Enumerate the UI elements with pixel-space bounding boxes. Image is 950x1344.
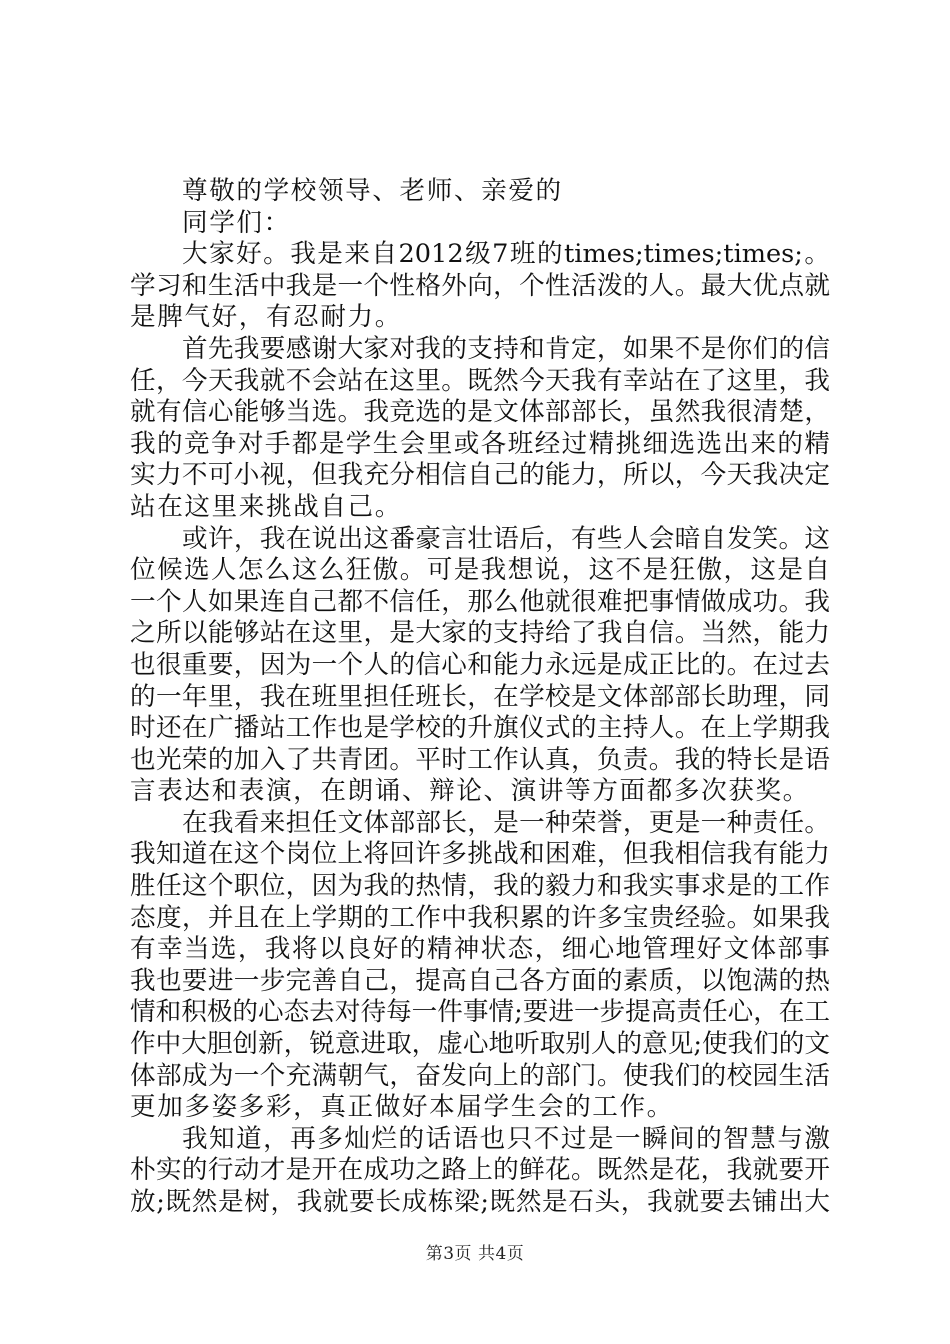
text-line: 在我看来担任文体部部长，是一种荣誉，更是一种责任。: [182, 807, 830, 838]
text-line: 言表达和表演，在朗诵、辩论、演讲等方面都多次获奖。: [130, 776, 810, 807]
text-line: 有幸当选，我将以良好的精神状态，细心地管理好文体部事: [130, 934, 830, 965]
text-line: 体部成为一个充满朝气，奋发向上的部门。使我们的校园生活: [130, 1060, 830, 1091]
text-line: 首先我要感谢大家对我的支持和肯定，如果不是你们的信: [182, 333, 830, 364]
text-line: 也很重要，因为一个人的信心和能力永远是成正比的。在过去: [130, 649, 830, 680]
text-line: 是脾气好，有忍耐力。: [130, 302, 402, 333]
text-line: 之所以能够站在这里，是大家的支持给了我自信。当然，能力: [130, 618, 830, 649]
text-line: 的一年里，我在班里担任班长，在学校是文体部部长助理，同: [130, 681, 830, 712]
text-line: 朴实的行动才是开在成功之路上的鲜花。既然是花，我就要开: [130, 1155, 830, 1186]
text-line: 一个人如果连自己都不信任，那么他就很难把事情做成功。我: [130, 586, 830, 617]
text-line: 态度，并且在上学期的工作中我积累的许多宝贵经验。如果我: [130, 902, 830, 933]
text-line: 学习和生活中我是一个性格外向，个性活泼的人。最大优点就: [130, 270, 830, 301]
text-line: 作中大胆创新，锐意进取，虚心地听取别人的意见;使我们的文: [130, 1029, 830, 1060]
text-line: 站在这里来挑战自己。: [130, 491, 402, 522]
text-line: 位候选人怎么这么狂傲。可是我想说，这不是狂傲，这是自: [130, 555, 830, 586]
text-line: 我的竞争对手都是学生会里或各班经过精挑细选选出来的精: [130, 428, 830, 459]
text-line: 就有信心能够当选。我竞选的是文体部部长，虽然我很清楚，: [130, 397, 830, 428]
text-line: 我知道，再多灿烂的话语也只不过是一瞬间的智慧与激: [182, 1123, 830, 1154]
text-line: 放;既然是树，我就要长成栋梁;既然是石头，我就要去铺出大: [130, 1187, 830, 1217]
page-footer: 第3页 共4页: [425, 1244, 525, 1264]
text-line: 情和积极的心态去对待每一件事情;要进一步提高责任心，在工: [130, 997, 830, 1028]
text-line: 任，今天我就不会站在这里。既然今天我有幸站在了这里，我: [130, 365, 830, 396]
text-line: 实力不可小视，但我充分相信自己的能力，所以，今天我决定: [130, 460, 830, 491]
text-line: 大家好。我是来自2012级7班的times;times;times;。: [182, 239, 830, 270]
document-body: [130, 176, 830, 1219]
text-line: 我知道在这个岗位上将回许多挑战和困难，但我相信我有能力: [130, 839, 830, 870]
text-line: 时还在广播站工作也是学校的升旗仪式的主持人。在上学期我: [130, 713, 830, 744]
text-line: 同学们：: [182, 207, 291, 238]
text-line: 或许，我在说出这番豪言壮语后，有些人会暗自发笑。这: [182, 523, 830, 554]
text-line: 也光荣的加入了共青团。平时工作认真，负责。我的特长是语: [130, 744, 830, 775]
text-line: 我也要进一步完善自己，提高自己各方面的素质，以饱满的热: [130, 965, 830, 996]
text-line: 胜任这个职位，因为我的热情，我的毅力和我实事求是的工作: [130, 871, 830, 902]
text-line: 尊敬的学校领导、老师、亲爱的: [182, 176, 563, 206]
text-line: 更加多姿多彩，真正做好本届学生会的工作。: [130, 1092, 674, 1123]
